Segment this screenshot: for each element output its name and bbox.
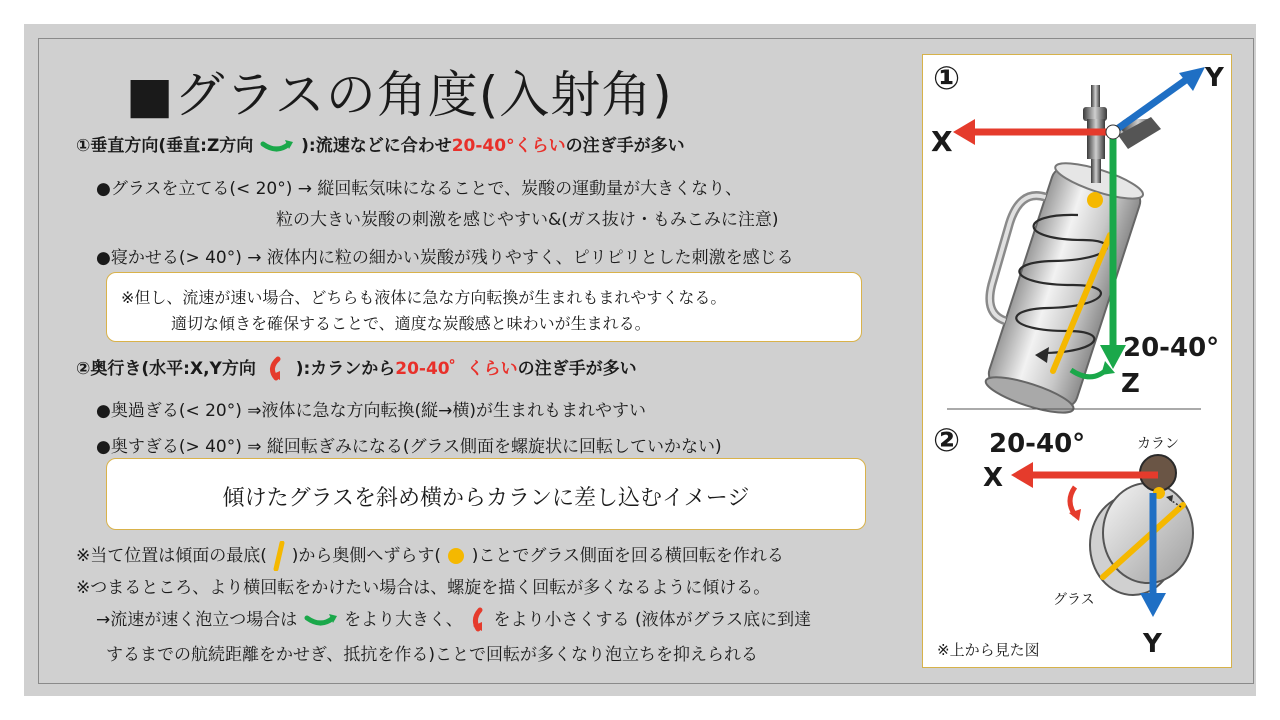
- figure2: [1011, 455, 1193, 617]
- notes-line4: するまでの航続距離をかせぎ、抵抗を作る)ことで回転が多くなり泡立ちを抑えられる: [106, 645, 758, 665]
- figure-panel: [922, 54, 1232, 668]
- axis-origin: [1106, 125, 1120, 139]
- figure2-angle-label: 20-40°: [989, 429, 1086, 459]
- yellow-slash-icon: [272, 541, 286, 571]
- notes-line1-b: )から奥側へずらす(: [291, 546, 441, 566]
- figure1-axis-x-label: X: [931, 125, 953, 158]
- note-box: [106, 272, 862, 342]
- section2-heading-c: の注ぎ手が多い: [517, 359, 637, 379]
- page-title: ■グラスの角度(入射角): [126, 66, 673, 124]
- notes-line3-a: →流速が速く泡立つ場合は: [96, 610, 298, 630]
- section1-bullet1-line1: ●グラスを立てる(< 20°) → 縦回転気味になることで、炭酸の運動量が大きくなり、: [96, 179, 743, 199]
- figure2-glass-label: グラス: [1053, 592, 1095, 608]
- notes-line3-c: をより小さくする (液体がグラス底に到達: [493, 610, 812, 630]
- figure2-number: ②: [933, 421, 961, 459]
- figure2-axis-x-label: X: [983, 463, 1004, 493]
- red-rotation-arrow-icon: [1070, 487, 1075, 515]
- notes-line1: [76, 541, 784, 571]
- section1-heading-c: の注ぎ手が多い: [565, 136, 685, 156]
- figure1-number: ①: [933, 59, 961, 97]
- figure2-tap-label: カラン: [1137, 436, 1179, 452]
- note-line1: ※但し、流速が速い場合、どちらも液体に急な方向転換が生まれもまれやすくなる。: [121, 288, 727, 307]
- section2-heading-a: ②奥行き(水平:X,Y方向: [76, 359, 256, 379]
- section2-heading-b: ):カランから: [295, 359, 396, 379]
- notes-line3-b: をより大きく、: [344, 610, 463, 630]
- callout-box: [106, 458, 866, 530]
- y-axis-arrowhead-2-icon: [1140, 593, 1166, 617]
- section2-bullet2: ●奥すぎる(> 40°) ⇒ 縦回転ぎみになる(グラス側面を螺旋状に回転していかない): [96, 437, 722, 457]
- red-curve-arrow-icon: [262, 356, 290, 382]
- section1-heading: [76, 131, 685, 156]
- note-line2: 適切な傾きを確保することで、適度な炭酸感と味わいが生まれる。: [171, 314, 651, 333]
- section1-heading-b: ):流速などに合わせ: [301, 136, 452, 156]
- yellow-dot-icon: [446, 546, 466, 566]
- section1-heading-angle: 20-40°くらい: [451, 136, 566, 156]
- section1-bullet1-line2: 粒の大きい炭酸の刺激を感じやすい&(ガス抜け・もみこみに注意): [276, 210, 779, 230]
- section2-bullet1: ●奥過ぎる(< 20°) ⇒液体に急な方向転換(縦→横)が生まれもまれやすい: [96, 401, 647, 421]
- callout-text: 傾けたグラスを斜め横からカランに差し込むイメージ: [222, 486, 750, 511]
- figure2-axis-y-label: Y: [1143, 629, 1162, 659]
- notes-line1-a: ※当て位置は傾面の最底(: [76, 546, 267, 566]
- figure2-caption: ※上から見た図: [937, 641, 1040, 659]
- yellow-contact-dot: [1087, 192, 1103, 208]
- figure1-axis-y-label: Y: [1205, 63, 1224, 93]
- notes-line2: ※つまるところ、より横回転をかけたい場合は、螺旋を描く回転が多くなるように傾ける。: [76, 578, 771, 598]
- x-axis-arrowhead-2-icon: [1011, 462, 1033, 488]
- figure1: [953, 67, 1205, 420]
- green-curve-arrow-icon: [259, 136, 295, 156]
- notes-line3: [96, 605, 811, 633]
- figure1-axis-z-label: Z: [1121, 369, 1140, 399]
- section1-bullet2: ●寝かせる(> 40°) → 液体内に粒の細かい炭酸が残りやすく、ピリピリとした刺激を感じる: [96, 248, 794, 268]
- figure1-angle-label: 20-40°: [1123, 333, 1220, 363]
- section2-heading-angle: 20-40゜くらい: [395, 359, 518, 379]
- x-axis-arrowhead-icon: [953, 119, 975, 145]
- green-curve-arrow-icon: [303, 610, 339, 630]
- red-curve-arrow-icon: [468, 607, 488, 633]
- notes-line1-c: )ことでグラス側面を回る横回転を作れる: [471, 546, 784, 566]
- section1-heading-a: ①垂直方向(垂直:Z方向: [76, 136, 254, 156]
- section2-heading: [76, 354, 637, 382]
